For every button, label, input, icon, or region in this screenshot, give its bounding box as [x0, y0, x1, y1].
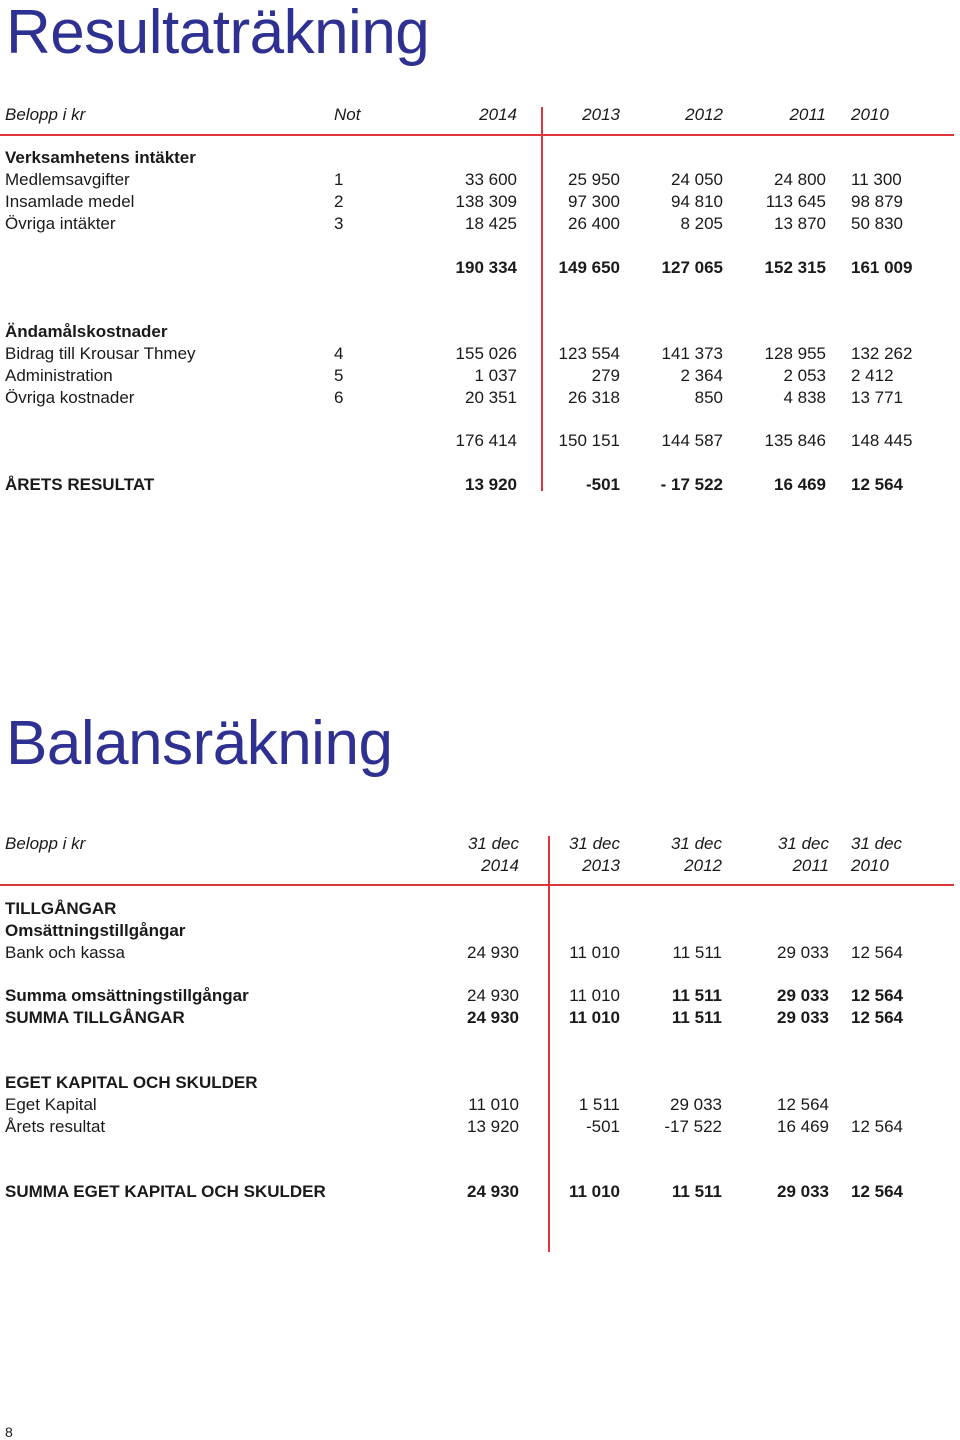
header-divider: [0, 884, 954, 886]
section-heading-label: Verksamhetens intäkter: [5, 148, 196, 167]
cell-2011: 13 870: [774, 214, 826, 233]
balance-header-row: [0, 833, 960, 855]
cell-2014: 13 920: [467, 1117, 519, 1136]
row-label: Summa omsättningstillgångar: [5, 986, 249, 1005]
result-label: ÅRETS RESULTAT: [5, 475, 155, 494]
cell-2014: 18 425: [465, 214, 517, 233]
cell-2013: 97 300: [568, 192, 620, 211]
result-2012: - 17 522: [660, 475, 723, 494]
date-header: 31 dec: [670, 834, 722, 853]
cell-2010: 11 300: [851, 170, 902, 189]
subtotal-row: [0, 257, 960, 279]
cell-2012: 141 373: [661, 344, 723, 363]
cell-2012: 11 511: [671, 1008, 722, 1027]
date-header: 31 dec: [851, 834, 903, 853]
cell-2010: 12 564: [851, 1182, 903, 1201]
cell-2011: 29 033: [777, 986, 829, 1005]
section-heading: [0, 147, 960, 169]
subsection-heading: [0, 920, 960, 942]
row-label: SUMMA TILLGÅNGAR: [5, 1008, 185, 1027]
row-label: Övriga intäkter: [5, 214, 116, 233]
subtotal-2014: 176 414: [455, 431, 517, 450]
cell-2012: 11 511: [671, 1182, 722, 1201]
cell-2011: 29 033: [777, 1182, 829, 1201]
subtotal-2010: 148 445: [851, 431, 913, 450]
header-divider: [0, 134, 954, 136]
cell-2012: -17 522: [664, 1117, 722, 1136]
cell-2011: 16 469: [777, 1117, 829, 1136]
section-heading: [0, 898, 960, 920]
date-header: 31 dec: [467, 834, 519, 853]
row-note: 3: [334, 214, 344, 233]
year-header: 2011: [789, 105, 826, 124]
row-label: Eget Kapital: [5, 1095, 97, 1114]
table-row: [0, 213, 960, 235]
sum-row: [0, 1007, 960, 1029]
cell-2014: 24 930: [467, 943, 519, 962]
result-row: [0, 474, 960, 496]
cell-2014: 24 930: [467, 1008, 519, 1027]
year-header: 2014: [479, 105, 517, 124]
subtotal-2012: 144 587: [661, 431, 723, 450]
cell-2012: 11 511: [671, 986, 722, 1005]
cell-2010: 132 262: [851, 344, 913, 363]
result-2013: -501: [585, 475, 620, 494]
cell-2010: 12 564: [851, 943, 903, 962]
cell-2014: 24 930: [467, 986, 519, 1005]
cell-2014: 24 930: [467, 1182, 519, 1201]
cell-2011: 29 033: [777, 943, 829, 962]
row-note: 5: [334, 366, 344, 385]
cell-2014: 11 010: [468, 1095, 519, 1114]
year-header: 2010: [851, 105, 889, 124]
cell-2011: 24 800: [774, 170, 826, 189]
cell-2012: 29 033: [670, 1095, 722, 1114]
section-heading-label: EGET KAPITAL OCH SKULDER: [5, 1073, 258, 1092]
row-note: 4: [334, 344, 344, 363]
table-row: [0, 942, 960, 964]
note-column-header: Not: [334, 105, 361, 124]
section-heading-label: TILLGÅNGAR: [5, 899, 117, 918]
cell-2013: -501: [585, 1117, 620, 1136]
cell-2013: 279: [591, 366, 620, 385]
section-heading: [0, 321, 960, 343]
cell-2011: 4 838: [783, 388, 826, 407]
cell-2013: 11 010: [569, 986, 620, 1005]
sum-row: [0, 985, 960, 1007]
cell-2010: 50 830: [851, 214, 903, 233]
cell-2012: 2 364: [680, 366, 723, 385]
cell-2013: 25 950: [568, 170, 620, 189]
table-row: [0, 387, 960, 409]
cell-2013: 26 400: [568, 214, 620, 233]
cell-2013: 11 010: [568, 1008, 620, 1027]
cell-2013: 11 010: [568, 1182, 620, 1201]
year-header: 2012: [684, 856, 722, 875]
table-row: [0, 343, 960, 365]
result-2014: 13 920: [465, 475, 517, 494]
row-label: Administration: [5, 366, 113, 385]
subtotal-2011: 135 846: [764, 431, 826, 450]
income-header-row: [0, 104, 960, 126]
subtotal-2013: 150 151: [558, 431, 620, 450]
cell-2012: 850: [694, 388, 723, 407]
result-2011: 16 469: [774, 475, 826, 494]
subtotal-2011: 152 315: [764, 258, 826, 277]
income-statement-title: Resultaträkning: [6, 0, 430, 67]
cell-2010: 12 564: [851, 986, 903, 1005]
year-header: 2013: [582, 105, 620, 124]
date-header: 31 dec: [777, 834, 829, 853]
row-label: Bank och kassa: [5, 943, 126, 962]
balance-sheet-title: Balansräkning: [6, 709, 393, 778]
year-header: 2013: [582, 856, 620, 875]
cell-2013: 1 511: [578, 1095, 620, 1114]
subsection-heading-label: Omsättningstillgångar: [5, 921, 186, 940]
cell-2010: 12 564: [851, 1008, 903, 1027]
cell-2014: 20 351: [465, 388, 517, 407]
cell-2011: 12 564: [777, 1095, 829, 1114]
cell-2012: 11 511: [672, 943, 722, 962]
row-label: Bidrag till Krousar Thmey: [5, 344, 196, 363]
cell-2013: 123 554: [558, 344, 620, 363]
cell-2011: 2 053: [783, 366, 826, 385]
amount-unit-label: Belopp i kr: [5, 834, 86, 853]
cell-2011: 29 033: [777, 1008, 829, 1027]
subtotal-2010: 161 009: [851, 258, 913, 277]
table-row: [0, 1094, 960, 1116]
row-note: 2: [334, 192, 344, 211]
subtotal-2014: 190 334: [455, 258, 517, 277]
cell-2010: 98 879: [851, 192, 903, 211]
cell-2014: 155 026: [455, 344, 517, 363]
cell-2010: 13 771: [851, 388, 903, 407]
row-label: Årets resultat: [5, 1117, 106, 1136]
table-row: [0, 169, 960, 191]
date-header: 31 dec: [568, 834, 620, 853]
row-label: Övriga kostnader: [5, 388, 135, 407]
table-row: [0, 365, 960, 387]
row-label: Medlemsavgifter: [5, 170, 130, 189]
section-heading: [0, 1072, 960, 1094]
subtotal-2012: 127 065: [661, 258, 723, 277]
year-header: 2014: [481, 856, 519, 875]
cell-2013: 26 318: [568, 388, 620, 407]
balance-header-years-row: [0, 855, 960, 877]
cell-2011: 128 955: [764, 344, 826, 363]
subtotal-2013: 149 650: [558, 258, 620, 277]
cell-2012: 94 810: [671, 192, 723, 211]
cell-2014: 33 600: [465, 170, 517, 189]
cell-2011: 113 645: [765, 192, 826, 211]
year-header: 2010: [851, 856, 889, 875]
row-label: Insamlade medel: [5, 192, 135, 211]
cell-2014: 1 037: [474, 366, 517, 385]
cell-2010: 2 412: [851, 366, 894, 385]
table-row: [0, 1116, 960, 1138]
page-number: 8: [5, 1424, 13, 1440]
result-2010: 12 564: [851, 475, 903, 494]
table-row: [0, 191, 960, 213]
row-note: 1: [334, 170, 344, 189]
row-label: SUMMA EGET KAPITAL OCH SKULDER: [5, 1182, 326, 1201]
cell-2014: 138 309: [455, 192, 517, 211]
cell-2012: 8 205: [680, 214, 723, 233]
sum-row: [0, 1181, 960, 1203]
year-header: 2012: [685, 105, 723, 124]
subtotal-row: [0, 430, 960, 452]
year-header: 2011: [792, 856, 829, 875]
cell-2010: 12 564: [851, 1117, 903, 1136]
row-note: 6: [334, 388, 344, 407]
cell-2012: 24 050: [671, 170, 723, 189]
amount-unit-label: Belopp i kr: [5, 105, 86, 124]
cell-2013: 11 010: [569, 943, 620, 962]
section-heading-label: Ändamålskostnader: [5, 322, 168, 341]
